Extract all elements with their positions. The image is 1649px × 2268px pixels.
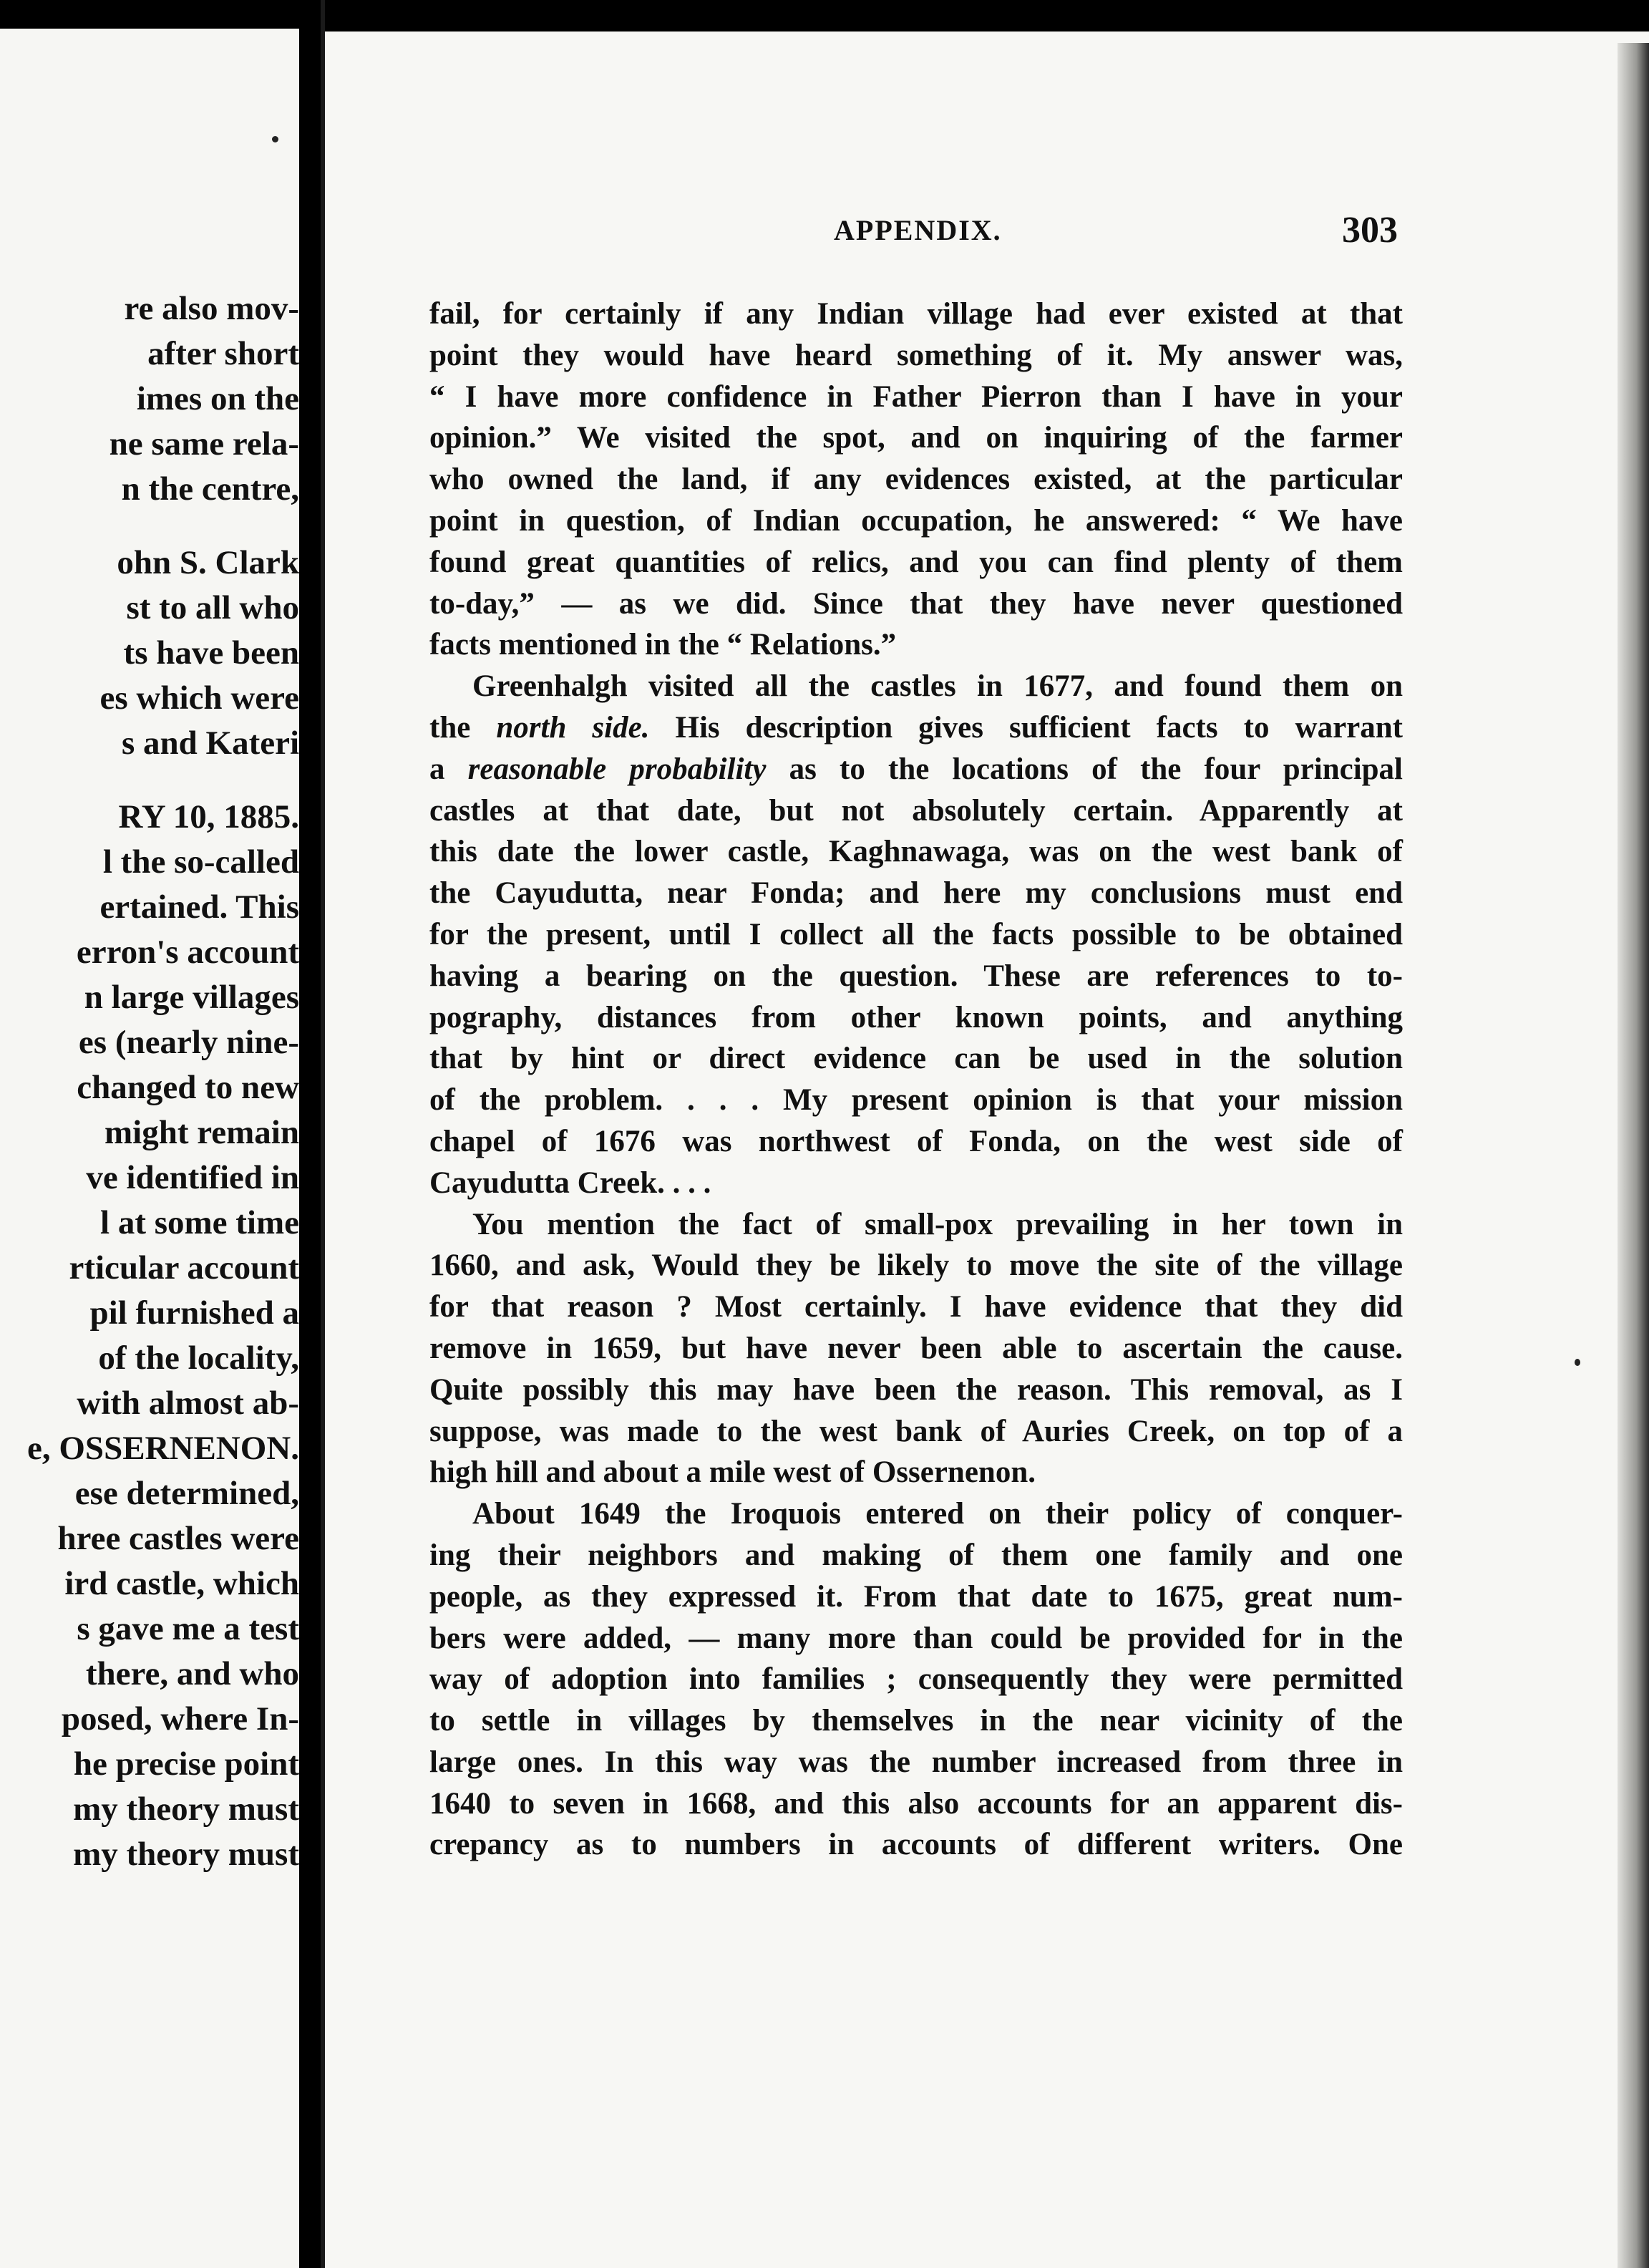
body-text bbox=[429, 294, 1403, 1866]
left-text-line: e, OSSERNENON. bbox=[27, 1430, 299, 1467]
left-text-line: he precise point bbox=[73, 1745, 299, 1783]
text-line: to-day,” — as we did. Since that they have never questioned bbox=[429, 586, 1403, 621]
left-text-line: st to all who bbox=[126, 589, 299, 626]
left-text-line bbox=[13, 766, 299, 795]
italic-phrase: reasonable probability bbox=[467, 752, 767, 786]
text-line: a reasonable probability as to the locations of the four principal bbox=[429, 752, 1404, 786]
left-text-line: ne same rela- bbox=[109, 425, 299, 462]
text-line: who owned the land, if any evidences existed, at the particular bbox=[429, 462, 1403, 497]
text-line: found great quantities of relics, and you can find plenty of them bbox=[429, 545, 1403, 579]
left-text-line: ts have been bbox=[123, 634, 299, 672]
left-text-line: ird castle, which bbox=[64, 1565, 299, 1602]
text-line: of the problem. . . . My present opinion is that your mission bbox=[429, 1083, 1403, 1118]
left-text-line: my theory must bbox=[73, 1836, 299, 1873]
text-line: pography, distances from other known points, and anything bbox=[429, 1000, 1403, 1034]
page-edge-shadow bbox=[1618, 43, 1649, 2268]
left-text-line: l the so-called bbox=[102, 843, 299, 881]
text-line: this date the lower castle, Kaghnawaga, was on the west bank of bbox=[429, 835, 1403, 869]
left-text-line bbox=[13, 512, 299, 541]
text-line: Quite possibly this may have been the reason. This removal, as I bbox=[429, 1372, 1403, 1407]
left-text-line: n the centre, bbox=[121, 470, 299, 508]
text-line: that by hint or direct evidence can be used in the solution bbox=[429, 1042, 1403, 1076]
text-line: bers were added, — many more than could be provided for in the bbox=[429, 1621, 1403, 1655]
left-text-line: RY 10, 1885. bbox=[118, 798, 299, 835]
left-text-line: hree castles were bbox=[57, 1520, 299, 1557]
left-text-line: erron's account bbox=[76, 934, 299, 971]
text-line: point they would have heard something of it. My answer was, bbox=[429, 338, 1403, 372]
left-text-line: ve identified in bbox=[86, 1159, 299, 1196]
text-line: About 1649 the Iroquois entered on their policy of conquer- bbox=[472, 1497, 1403, 1531]
text-line: for that reason ? Most certainly. I have evidence that they did bbox=[429, 1290, 1403, 1324]
left-text-line: es which were bbox=[99, 679, 299, 717]
text-line: the north side. His description gives sufficient facts to warrant bbox=[429, 710, 1403, 745]
text-line: way of adoption into families ; consequently they were permitted bbox=[429, 1662, 1403, 1697]
text-line: to settle in villages by themselves in the near vicinity of the bbox=[429, 1704, 1403, 1738]
speck-mark bbox=[272, 136, 278, 142]
text-line: fail, for certainly if any Indian village had ever existed at that bbox=[429, 297, 1403, 331]
text-line: crepancy as to numbers in accounts of different writers. One bbox=[429, 1828, 1403, 1862]
left-text-line: changed to new bbox=[77, 1069, 299, 1106]
text-line: for the present, until I collect all the facts possible to be obtained bbox=[429, 917, 1403, 951]
text-line: 1640 to seven in 1668, and this also accounts for an apparent dis- bbox=[429, 1786, 1403, 1821]
text-line: opinion.” We visited the spot, and on inquiring of the farmer bbox=[429, 421, 1403, 455]
text-line: “ I have more confidence in Father Pierron than I have in your bbox=[429, 379, 1403, 414]
text-line: Cayudutta Creek. . . . bbox=[429, 1166, 711, 1200]
left-text-line: ohn S. Clark bbox=[117, 544, 299, 581]
left-text-line: s and Kateri bbox=[121, 724, 299, 762]
text-line: ing their neighbors and making of them one family and one bbox=[429, 1538, 1403, 1572]
page-number: 303 bbox=[1342, 210, 1398, 251]
left-text-line: of the locality, bbox=[98, 1339, 299, 1377]
text-line: facts mentioned in the “ Relations.” bbox=[429, 628, 897, 662]
text-line: Greenhalgh visited all the castles in 1677, and found them on bbox=[472, 669, 1403, 704]
left-text-line: es (nearly nine- bbox=[78, 1024, 299, 1061]
text-line: the Cayudutta, near Fonda; and here my conclusions must end bbox=[429, 876, 1403, 911]
left-facing-page bbox=[0, 29, 299, 2268]
text-line: castles at that date, but not absolutely certain. Apparently at bbox=[429, 793, 1403, 828]
left-text-line: there, and who bbox=[85, 1655, 299, 1692]
text-line: You mention the fact of small-pox prevailing in her town in bbox=[472, 1207, 1403, 1241]
left-text-line: l at some time bbox=[100, 1204, 299, 1241]
left-text-line: re also mov- bbox=[124, 290, 299, 327]
text-line: chapel of 1676 was northwest of Fonda, on the west side of bbox=[429, 1124, 1403, 1158]
left-text-line: with almost ab- bbox=[77, 1385, 299, 1422]
text-line: 1660, and ask, Would they be likely to move the site of the village bbox=[429, 1249, 1403, 1283]
running-header: APPENDIX. bbox=[834, 214, 1002, 246]
left-text-line: imes on the bbox=[136, 380, 299, 417]
left-text-line: n large villages bbox=[84, 979, 299, 1016]
text-line: remove in 1659, but have never been able to ascertain the cause. bbox=[429, 1331, 1403, 1365]
left-text-line: pil furnished a bbox=[89, 1294, 299, 1332]
italic-phrase: north side. bbox=[496, 710, 650, 745]
left-text-line: s gave me a test bbox=[77, 1610, 299, 1647]
text-line: people, as they expressed it. From that date to 1675, great num- bbox=[429, 1579, 1403, 1614]
left-text-line: rticular account bbox=[69, 1249, 299, 1286]
text-line: point in question, of Indian occupation, he answered: “ We have bbox=[429, 503, 1403, 538]
left-text-line: might remain bbox=[104, 1114, 299, 1151]
left-page-text bbox=[13, 286, 299, 1877]
left-text-line: ese determined, bbox=[74, 1475, 299, 1512]
left-text-line: my theory must bbox=[73, 1790, 299, 1828]
text-line: large ones. In this way was the number increased from three in bbox=[429, 1745, 1403, 1779]
text-line: high hill and about a mile west of Ossernenon. bbox=[429, 1455, 1036, 1490]
text-line: having a bearing on the question. These are references to to- bbox=[429, 959, 1403, 993]
left-text-line: ertained. This bbox=[99, 888, 299, 926]
left-text-line: posed, where In- bbox=[61, 1700, 299, 1738]
left-text-line: after short bbox=[147, 335, 299, 372]
speck-mark bbox=[1575, 1359, 1580, 1366]
text-line: suppose, was made to the west bank of Auries Creek, on top of a bbox=[429, 1414, 1403, 1448]
